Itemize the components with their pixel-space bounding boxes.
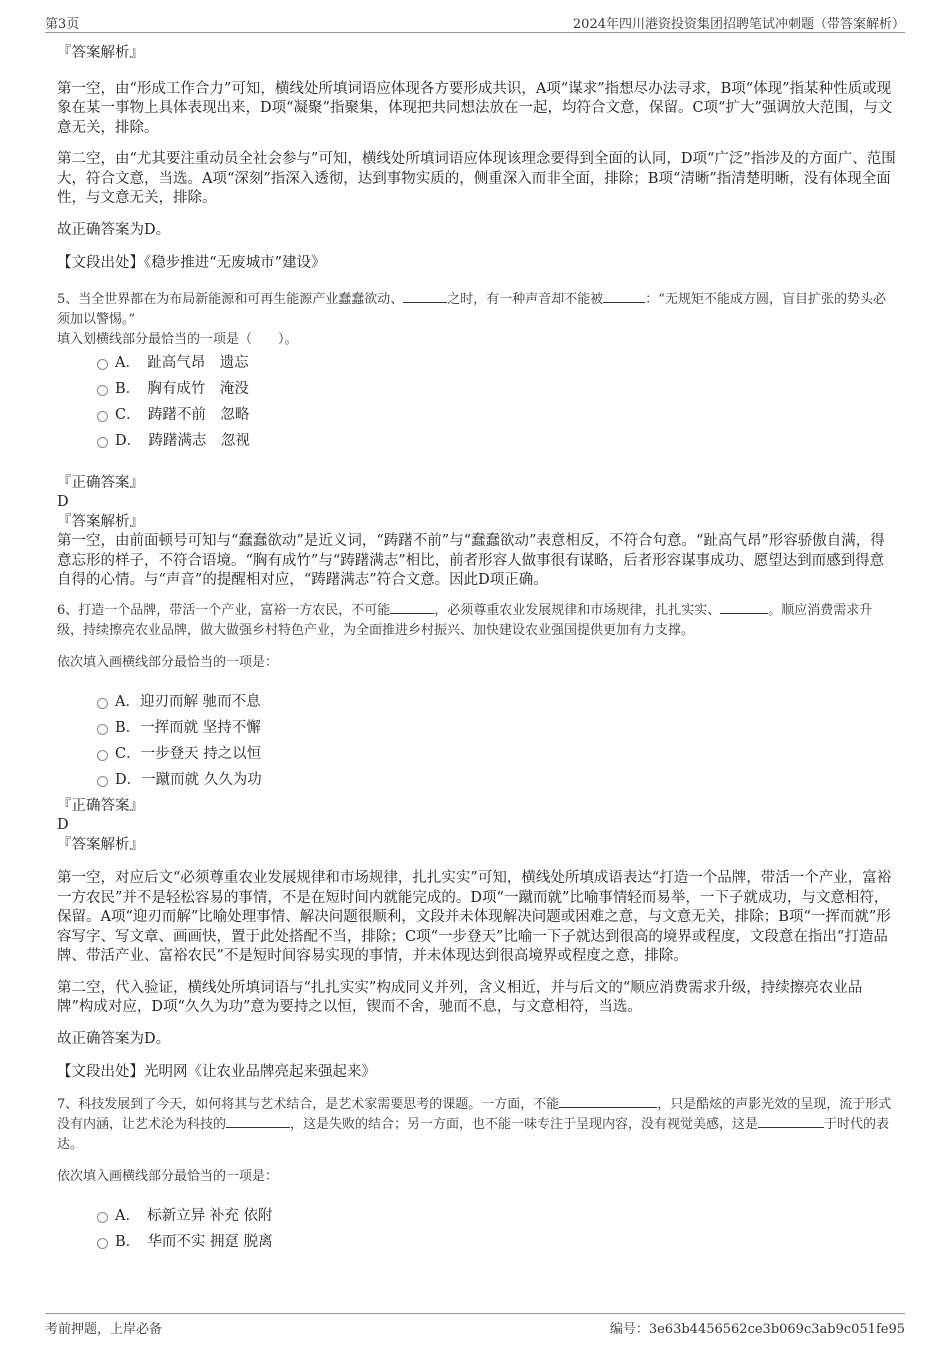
q5-stem-part2: 之时，有一种声音却不能被 xyxy=(447,291,604,307)
q7-stem-part2: ，只是酷炫的声影光效的呈现，流于形式没有内涵，让艺术沦为科技的 xyxy=(57,1096,892,1132)
q5-option-b[interactable]: B． 胸有成竹 淹没 xyxy=(57,376,897,402)
q4-analysis-para2: 第二空，由“尤其要注重动员全社会参与”可知，横线处所填词语应体现该理念要得到全面的认同，D项“广泛”指涉及的方面广、范围大，符合文意，当选。A项“深刻”指深入透彻，达到事物实质的，侧重深入而非全面，排除；B项“清晰”指清楚明晰，没有体现全面性，与文意无关，排除。 xyxy=(57,151,896,206)
q4-conclusion: 故正确答案为D。 xyxy=(57,221,171,238)
document-serial: 编号：3e63b4456562ce3b069c3ab9c051fe95 xyxy=(609,1322,905,1337)
q6-answer: D xyxy=(57,817,69,833)
q5-stem xyxy=(57,290,897,330)
q5-instruction: 填入划横线部分最恰当的一项是（ ）。 xyxy=(57,331,298,347)
q5-blank-2 xyxy=(603,290,645,303)
q6-conclusion: 故正确答案为D。 xyxy=(57,1030,171,1047)
q7-options xyxy=(57,1203,897,1255)
q6-option-b[interactable]: B．一挥而就 坚持不懈 xyxy=(57,715,897,741)
q6-option-c[interactable]: C．一步登天 持之以恒 xyxy=(57,741,897,767)
page-footer xyxy=(45,1313,905,1336)
page-header xyxy=(45,10,905,33)
q6-blank-1 xyxy=(390,601,434,614)
page-number: 第3页 xyxy=(45,17,80,32)
q5-option-c[interactable]: C． 踌躇不前 忽略 xyxy=(57,402,897,428)
q6-blank-2 xyxy=(720,601,768,614)
radio-icon[interactable] xyxy=(97,411,108,422)
q6-stem xyxy=(57,601,897,641)
q5-answer: D xyxy=(57,494,69,510)
q7-stem-part4: 于时代的表达。 xyxy=(57,1116,890,1152)
q7-stem xyxy=(57,1095,897,1155)
q6-stem-part2: ，必须尊重农业发展规律和市场规律，扎扎实实、 xyxy=(434,602,721,618)
q7-blank-1 xyxy=(559,1095,657,1108)
radio-icon[interactable] xyxy=(97,776,108,787)
q6-instruction: 依次填入画横线部分最恰当的一项是： xyxy=(57,654,279,670)
q5-stem-part1: 5、当全世界都在为布局新能源和可再生能源产业蠢蠢欲动、 xyxy=(57,291,404,307)
q6-stem-part1: 6、打造一个品牌，带活一个产业，富裕一方农民，不可能 xyxy=(57,602,391,618)
q7-option-a[interactable]: A． 标新立异 补充 依附 xyxy=(57,1203,897,1229)
q6-option-d[interactable]: D．一蹴而就 久久为功 xyxy=(57,767,897,793)
q7-stem-part1: 7、科技发展到了今天，如何将其与艺术结合，是艺术家需要思考的课题。一方面，不能 xyxy=(57,1096,560,1112)
q6-analysis-para2: 第二空，代入验证，横线处所填词语与“扎扎实实”构成同义并列，含义相近，并与后文的“顺应消费需求升级，持续擦亮农业品牌”构成对应，D项“久久为功”意为要持之以恒，锲而不舍，驰而不息，与文意相符，当选。 xyxy=(57,979,863,1015)
radio-icon[interactable] xyxy=(97,359,108,370)
q6-source: 【文段出处】光明网《让农业品牌亮起来强起来》 xyxy=(57,1064,376,1080)
q5-options xyxy=(57,350,897,454)
q5-answer-title: 『正确答案』 xyxy=(57,474,144,491)
q4-source: 【文段出处】《稳步推进“无废城市”建设》 xyxy=(57,255,326,271)
q5-option-a[interactable]: A． 趾高气昂 遗忘 xyxy=(57,350,897,376)
q7-option-b[interactable]: B． 华而不实 拥趸 脱离 xyxy=(57,1229,897,1255)
q4-analysis-para1: 第一空，由“形成工作合力”可知，横线处所填词语应体现各方要形成共识，A项“谋求”指想尽办法寻求，B项“体现”指某种性质或现象在某一事物上具体表现出来，D项“凝聚”指聚集，体现把共同想法放在一起，均符合文意，保留。C项“扩大”强调放大范围，与文意无关，排除。 xyxy=(57,80,893,136)
document-title: 2024年四川港资投资集团招聘笔试冲刺题（带答案解析） xyxy=(572,17,905,32)
q6-analysis-para1: 第一空，对应后文“必须尊重农业发展规律和市场规律，扎扎实实”可知，横线处所填成语表达“打造一个品牌，带活一个产业，富裕一方农民”并不是轻松容易的事情，不是在短时间内就能完成的。D项“一蹴而就”比喻事情轻而易举，一下子就成功，与文意相符，保留。A项“迎刃而解”比喻处理事情、解决问题很顺利，文段并未体现解决问题或困难之意，与文意无关，排除；B项“一挥而就”形容写字、写文章、画画快，置于此处搭配不当，排除；C项“一步登天”比喻一下子就达到很高的境界或程度，文段意在指出“打造品牌、带活产业、富裕农民”不是短时间容易实现的事情，并未体现达到很高境界或程度之意，排除。 xyxy=(57,870,892,964)
radio-icon[interactable] xyxy=(97,385,108,396)
q7-stem-part3: ，这是失败的结合；另一方面，也不能一味专注于呈现内容，没有视觉美感，这是 xyxy=(290,1116,759,1132)
radio-icon[interactable] xyxy=(97,750,108,761)
q6-option-a[interactable]: A．迎刃而解 驰而不息 xyxy=(57,689,897,715)
q6-answer-title: 『正确答案』 xyxy=(57,797,144,814)
radio-icon[interactable] xyxy=(97,1212,108,1223)
q6-stem-part3: 。顺应消费需求升级，持续擦亮农业品牌，做大做强乡村特色产业，为全面推进乡村振兴、加快建设农业强国提供更加有力支撑。 xyxy=(57,602,873,638)
q5-blank-1 xyxy=(403,290,447,303)
radio-icon[interactable] xyxy=(97,724,108,735)
q7-blank-2 xyxy=(226,1115,290,1128)
q6-analysis-title: 『答案解析』 xyxy=(57,836,144,853)
radio-icon[interactable] xyxy=(97,698,108,709)
q7-blank-3 xyxy=(758,1115,824,1128)
footer-slogan: 考前押题，上岸必备 xyxy=(45,1322,163,1337)
q5-analysis: 第一空，由前面顿号可知与“蠢蠢欲动”是近义词，“踌躇不前”与“蠢蠢欲动”表意相反，不符合句意。“趾高气昂”形容骄傲自满，得意忘形的样子，不符合语境。“胸有成竹”与“踌躇满志”相比，前者形容人做事很有谋略，后者形容谋事成功、愿望达到而感到得意自得的心情。与“声音”的提醒相对应，“踌躇满志”符合文意。因此D项正确。 xyxy=(57,533,885,588)
q5-stem-part3: ：“无规矩不能成方圆，盲目扩张的势头必须加以警惕。” xyxy=(57,291,886,327)
radio-icon[interactable] xyxy=(97,437,108,448)
q5-option-d[interactable]: D． 踌躇满志 忽视 xyxy=(57,428,897,454)
page-content xyxy=(57,44,897,1255)
q4-analysis-title: 『答案解析』 xyxy=(57,45,144,61)
q5-analysis-title: 『答案解析』 xyxy=(57,513,144,530)
q6-options xyxy=(57,689,897,793)
radio-icon[interactable] xyxy=(97,1238,108,1249)
q7-instruction: 依次填入画横线部分最恰当的一项是： xyxy=(57,1168,279,1184)
